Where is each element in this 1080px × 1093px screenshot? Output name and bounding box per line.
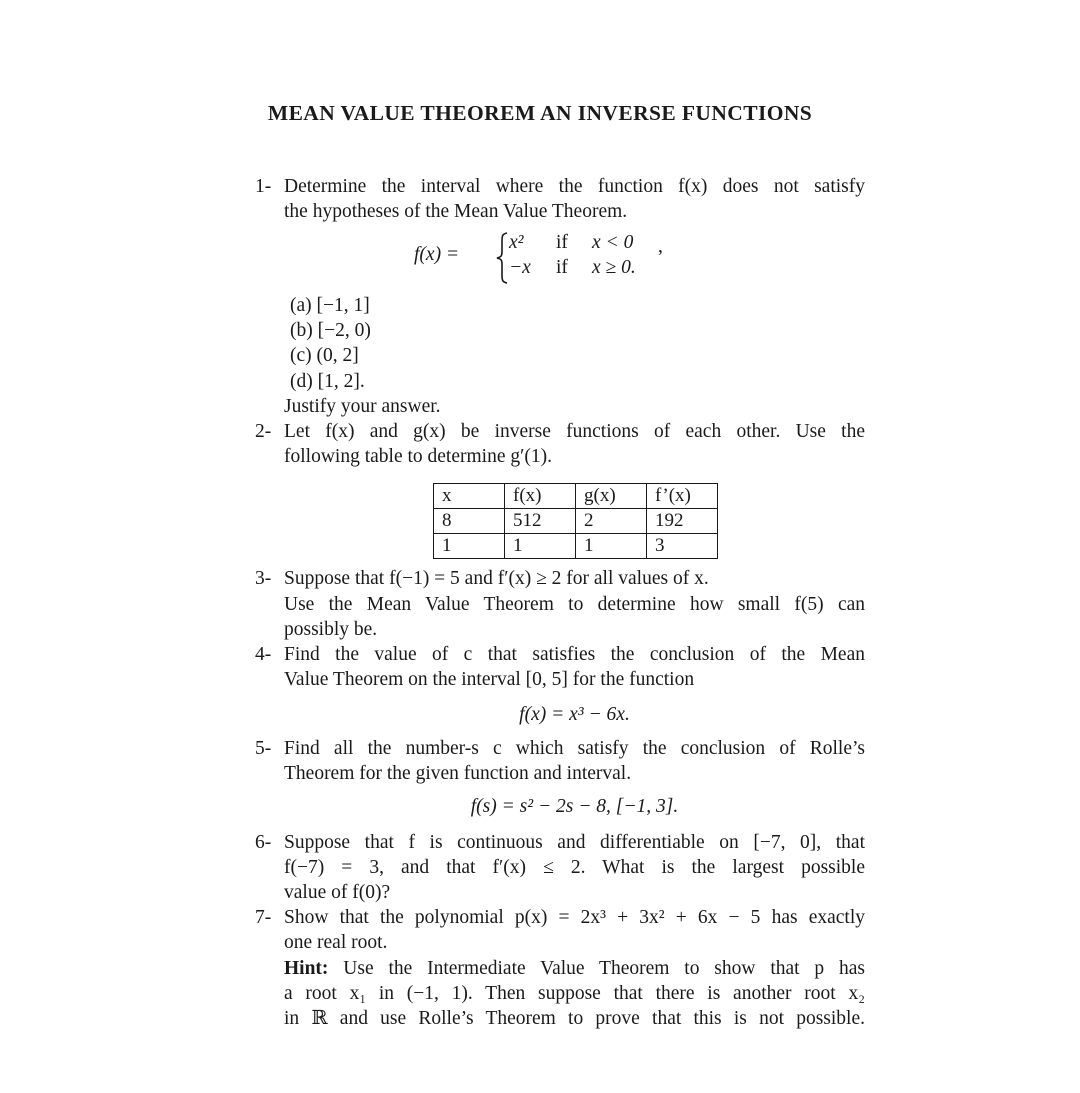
- problem-number: 1-: [255, 176, 272, 197]
- table-cell: 192: [647, 509, 718, 534]
- problem-text-line: possibly be.: [284, 619, 378, 640]
- table-cell: 1: [505, 534, 576, 559]
- problem-number: 2-: [255, 421, 272, 442]
- problem-number: 5-: [255, 738, 272, 759]
- option-a: (a) [−1, 1]: [290, 295, 370, 316]
- piecewise-cond: if: [556, 257, 568, 278]
- table-cell: 3: [647, 534, 718, 559]
- option-d: (d) [1, 2].: [290, 371, 365, 392]
- hint-label: Hint:: [284, 958, 329, 979]
- table-cell: 8: [434, 509, 505, 534]
- problem-text-line: Theorem for the given function and interval.: [284, 763, 632, 784]
- piecewise-expr: x²: [509, 232, 524, 253]
- problem-text-line: following table to determine g′(1).: [284, 446, 552, 467]
- left-brace-icon: [496, 232, 510, 284]
- function-values-table: [433, 483, 718, 559]
- piecewise-comma: ,: [658, 236, 663, 257]
- piecewise-rel: x ≥ 0.: [592, 257, 636, 278]
- problem-text-line: Find all the number-s c which satisfy the conclusion of Rolle’s: [284, 738, 865, 759]
- problem-number: 7-: [255, 907, 272, 928]
- table-cell: 1: [434, 534, 505, 559]
- table-header-cell: f’(x): [647, 484, 718, 509]
- hint-line: Hint: Use the Intermediate Value Theorem to show that p has: [284, 958, 865, 979]
- equation: f(x) = x³ − 6x.: [519, 704, 630, 725]
- problem-text-line: Use the Mean Value Theorem to determine how small f(5) can: [284, 594, 865, 615]
- table-cell: 512: [505, 509, 576, 534]
- piecewise-lhs: f(x) =: [414, 244, 460, 265]
- problem-text-line: Let f(x) and g(x) be inverse functions of each other. Use the: [284, 421, 865, 442]
- problem-text-line: Find the value of c that satisfies the conclusion of the Mean: [284, 644, 865, 665]
- problem-text-line: one real root.: [284, 932, 388, 953]
- table-header-cell: x: [434, 484, 505, 509]
- piecewise-expr: −x: [509, 257, 531, 278]
- piecewise-rel: x < 0: [592, 232, 634, 253]
- problem-text-line: Suppose that f is continuous and differentiable on [−7, 0], that: [284, 832, 865, 853]
- problem-text-line: Determine the interval where the function f(x) does not satisfy: [284, 176, 865, 197]
- problem-text-line: Suppose that f(−1) = 5 and f′(x) ≥ 2 for all values of x.: [284, 568, 709, 589]
- problem-number: 4-: [255, 644, 272, 665]
- table-row: [434, 534, 718, 559]
- justify-instruction: Justify your answer.: [284, 396, 441, 417]
- problem-text-line: Show that the polynomial p(x) = 2x³ + 3x² + 6x − 5 has exactly: [284, 907, 865, 928]
- table-cell: 1: [576, 534, 647, 559]
- problem-number: 3-: [255, 568, 272, 589]
- piecewise-cond: if: [556, 232, 568, 253]
- option-c: (c) (0, 2]: [290, 345, 359, 366]
- problem-text-line: Value Theorem on the interval [0, 5] for the function: [284, 669, 695, 690]
- problem-text-line: f(−7) = 3, and that f′(x) ≤ 2. What is the largest possible: [284, 857, 865, 878]
- page-title: MEAN VALUE THEOREM AN INVERSE FUNCTIONS: [267, 101, 813, 125]
- equation: f(s) = s² − 2s − 8, [−1, 3].: [470, 796, 679, 817]
- table-cell: 2: [576, 509, 647, 534]
- table-header-cell: g(x): [576, 484, 647, 509]
- problem-text-line: the hypotheses of the Mean Value Theorem.: [284, 201, 628, 222]
- table-header-row: [434, 484, 718, 509]
- option-b: (b) [−2, 0): [290, 320, 371, 341]
- problem-number: 6-: [255, 832, 272, 853]
- hint-line: in ℝ and use Rolle’s Theorem to prove that this is not possible.: [284, 1008, 865, 1029]
- table-row: [434, 509, 718, 534]
- hint-line: a root x₁ in (−1, 1). Then suppose that there is another root x₂: [284, 983, 865, 1004]
- table-header-cell: f(x): [505, 484, 576, 509]
- problem-text-line: value of f(0)?: [284, 882, 391, 903]
